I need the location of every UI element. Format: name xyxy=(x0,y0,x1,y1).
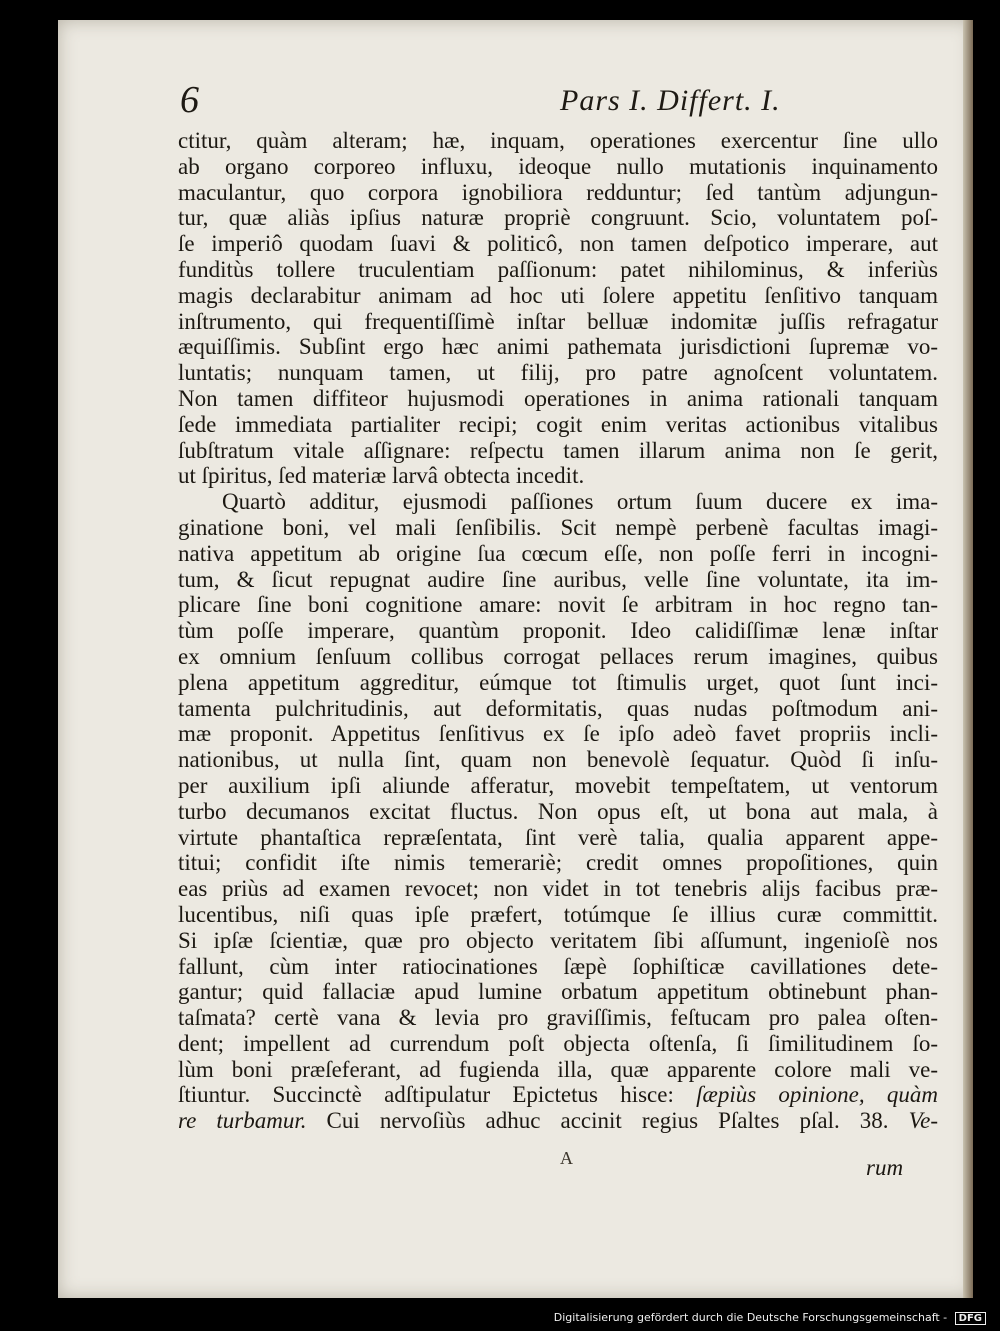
quote-italic: ſæpiùs opinione, quàm xyxy=(673,1082,938,1108)
text-line: dent; impellent ad currendum poſt objecta oſtenſa, ſi ſimilitudinem ſo- xyxy=(178,1030,938,1056)
text-line: nationibus, ut nulla ſint, quam non benevolè ſequatur. Quòd ſi inſu- xyxy=(178,747,938,773)
text-line: lucentibus, niſi quas ipſe præfert, totúmque ſe illius curæ committit. xyxy=(178,901,938,927)
text-line: ſubſtratum vitale aſſignare: reſpectu tamen illarum anima non ſe gerit, xyxy=(178,437,938,463)
text-line: luntatis; nunquam tamen, ut filij, pro patre agnoſcent voluntatem. xyxy=(178,360,938,386)
text-line: maculantur, quo corpora ignobiliora redduntur; ſed tantùm adjungun- xyxy=(178,179,938,205)
text-line: tur, quæ aliàs ipſius naturæ propriè congruunt. Scio, voluntatem poſ- xyxy=(178,205,938,231)
digitization-credit xyxy=(554,1311,986,1325)
text-line xyxy=(178,1082,938,1108)
text-line: ginatione boni, vel mali ſenſibilis. Scit nempè perbenè facultas imagi- xyxy=(178,514,938,540)
text-line: tùm poſſe imperare, quantùm proponit. Ideo calidiſſimæ lenæ inſtar xyxy=(178,618,938,644)
main-text-block xyxy=(178,128,938,1134)
text-line: nativa appetitum ab origine ſua cœcum eſſe, non poſſe ferri in incogni- xyxy=(178,540,938,566)
text-line: ſe imperiô quodam ſuavi & politicô, non tamen deſpotico imperare, aut xyxy=(178,231,938,257)
text-line: gantur; quid fallaciæ apud lumine orbatum appetitum obtinebunt phan- xyxy=(178,979,938,1005)
text-line: plicare ſine boni cognitione amare: novit ſe arbitram in hoc regno tan- xyxy=(178,592,938,618)
text-line: æquiſſimis. Subſint ergo hæc animi pathemata jurisdictioni ſupremæ vo- xyxy=(178,334,938,360)
text-line: titui; confidit iſte nimis temerariè; credit omnes propoſitiones, quin xyxy=(178,850,938,876)
text-line: tum, & ſicut repugnat audire ſine auribus, velle ſine voluntate, ita im- xyxy=(178,566,938,592)
text-segment-italic: Ve- xyxy=(888,1108,938,1134)
signature-mark: A xyxy=(560,1148,573,1168)
page-number: 6 xyxy=(180,79,199,121)
text-line: inſtrumento, qui frequentiſſimè inſtar belluæ indomitæ juſſis refragatur xyxy=(178,308,938,334)
text-segment: ſtiuntur. Succinctè adſtipulatur Epictetus hisce: xyxy=(178,1082,674,1108)
text-line: Quartò additur, ejusmodi paſſiones ortum ſuum ducere ex ima- xyxy=(222,489,938,515)
text-line: magis declarabitur animam ad hoc uti ſolere appetitu ſenſitivo tanquam xyxy=(178,282,938,308)
text-line: ut ſpiritus, ſed materiæ larvâ obtecta incedit. xyxy=(178,463,585,489)
text-line: lùm boni præſeferant, ad fugienda illa, quæ apparente colore mali ve- xyxy=(178,1056,938,1082)
quote-italic-end: re turbamur. xyxy=(178,1108,307,1134)
text-line: virtute phantaſtica repræſentata, ſint verè talia, qualia apparent appe- xyxy=(178,824,938,850)
text-line: plena appetitum aggreditur, eúmque tot ſtimulis urget, quot ſunt inci- xyxy=(178,669,938,695)
text-line: turbo decumanos excitat fluctus. Non opus eſt, ut bona aut mala, à xyxy=(178,798,938,824)
text-line: Si ipſæ ſcientiæ, quæ pro objecto veritatem ſibi aſſumunt, ingenioſè nos xyxy=(178,927,938,953)
text-line: per auxilium ipſi aliunde afferatur, movebit tempeſtatem, ut ventorum xyxy=(178,772,938,798)
text-line: taſmata? certè vana & levia pro graviſſimis, feſtucam pro palea oſten- xyxy=(178,1005,938,1031)
text-line: mæ proponit. Appetitus ſenſitivus ex ſe ipſo adeò favet propriis incli- xyxy=(178,721,938,747)
text-line: funditùs tollere truculentiam paſſionum: patet nihilominus, & inferiùs xyxy=(178,256,938,282)
text-line: fallunt, cùm inter ratiocinationes ſæpè ſophiſticæ cavillationes dete- xyxy=(178,953,938,979)
text-line: Non tamen diffiteor hujusmodi operationes in anima rationali tanquam xyxy=(178,385,938,411)
text-line: eas priùs ad examen revocet; non videt in tot tenebris alijs facibus præ- xyxy=(178,876,938,902)
text-segment: Cui nervoſiùs adhuc accinit regius Pſaltes pſal. 38. xyxy=(306,1108,889,1134)
text-line: ex omnium ſenſuum collibus corrogat pellaces rerum imagines, quibus xyxy=(178,643,938,669)
page-edge-shadow xyxy=(963,20,973,1298)
catchword: rum xyxy=(866,1155,904,1180)
dfg-logo: DFG xyxy=(955,1312,986,1325)
credit-text: Digitalisierung gefördert durch die Deutsche Forschungsgemeinschaft - xyxy=(553,1311,948,1324)
text-line: ſede immediata partialiter recipi; cogit enim veritas actionibus vitalibus xyxy=(178,411,938,437)
page-header xyxy=(180,78,960,128)
text-line-final xyxy=(178,1108,938,1134)
text-line: ab organo corporeo influxu, ideoque nullo mutationis inquinamento xyxy=(178,153,938,179)
text-line: ctitur, quàm alteram; hæ, inquam, operationes exercentur ſine ullo xyxy=(178,128,938,153)
text-line: tamenta pulchritudinis, aut deformitatis, quas nudas poſtmodum ani- xyxy=(178,695,938,721)
running-head: Pars I. Differt. I. xyxy=(560,84,781,117)
